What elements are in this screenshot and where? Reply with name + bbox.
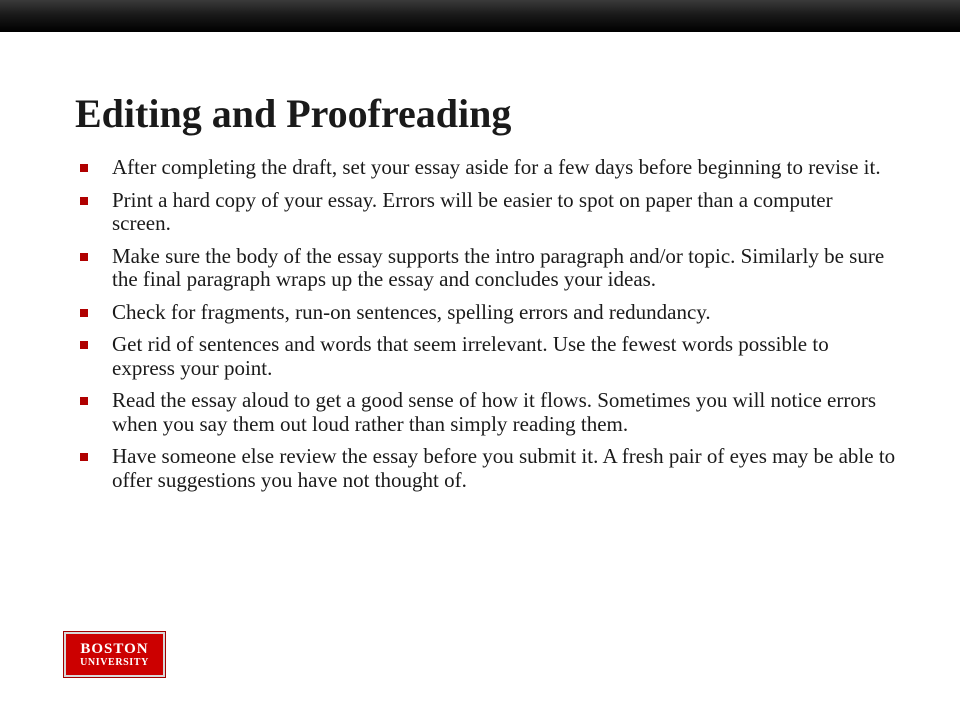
bullet-text: Have someone else review the essay before you submit it. A fresh pair of eyes may be able to offer suggestions you have not thought of. [112, 444, 896, 492]
bullet-text: Check for fragments, run-on sentences, spelling errors and redundancy. [112, 299, 711, 324]
square-bullet-icon [80, 197, 88, 205]
square-bullet-icon [80, 253, 88, 261]
top-bar [0, 0, 960, 32]
square-bullet-icon [80, 341, 88, 349]
boston-university-logo [64, 632, 165, 677]
bullet-text: Get rid of sentences and words that seem irrelevant. Use the fewest words possible to express your point. [112, 332, 829, 380]
bullet-text: Read the essay aloud to get a good sense of how it flows. Sometimes you will notice errors when you say them out loud rather than simply reading them. [112, 388, 877, 436]
bullet-item [76, 333, 896, 380]
bullet-item [76, 189, 896, 236]
bullet-text: Make sure the body of the essay supports the intro paragraph and/or topic. Similarly be sure the final paragraph wraps up the essay and concludes your ideas. [112, 243, 885, 291]
bullet-list [76, 156, 896, 501]
bullet-item [76, 245, 896, 292]
square-bullet-icon [80, 397, 88, 405]
square-bullet-icon [80, 453, 88, 461]
bullet-text: After completing the draft, set your essay aside for a few days before beginning to revise it. [112, 155, 881, 179]
bullet-item [76, 156, 896, 180]
bullet-item [76, 389, 896, 436]
logo-line-1: BOSTON [80, 640, 149, 657]
slide-title: Editing and Proofreading [75, 91, 512, 136]
bullet-item [76, 301, 896, 325]
bullet-text: Print a hard copy of your essay. Errors will be easier to spot on paper than a computer screen. [112, 187, 833, 235]
square-bullet-icon [80, 309, 88, 317]
square-bullet-icon [80, 164, 88, 172]
bullet-item [76, 445, 896, 492]
logo-line-2: UNIVERSITY [80, 656, 149, 668]
